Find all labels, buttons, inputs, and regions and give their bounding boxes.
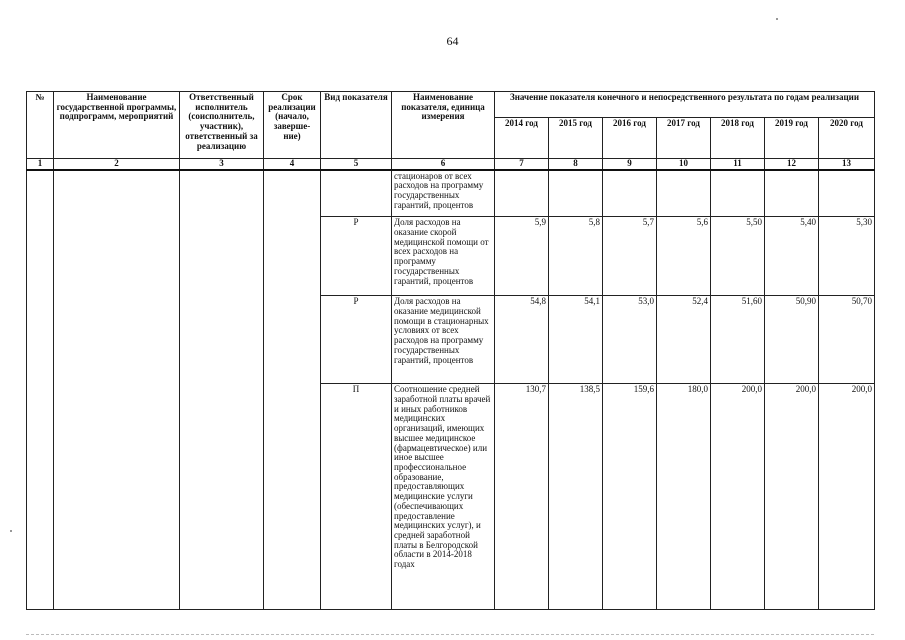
header-indicator: Наименование показателя, единица измерения	[392, 92, 495, 159]
cell-value: 159,6	[603, 384, 657, 610]
column-number: 11	[711, 159, 765, 170]
cell-value: 54,8	[495, 296, 549, 384]
cell-value: 5,40	[765, 217, 819, 296]
cell-value	[495, 170, 549, 217]
header-year: 2015 год	[549, 118, 603, 159]
cell-value: 5,7	[603, 217, 657, 296]
cell-kind: П	[321, 384, 392, 610]
cell-value	[657, 170, 711, 217]
cell-value: 5,6	[657, 217, 711, 296]
cell-value: 200,0	[819, 384, 875, 610]
cell-no	[27, 170, 54, 610]
cell-value: 50,90	[765, 296, 819, 384]
header-values-group: Значение показателя конечного и непосредственного результата по годам реализации	[495, 92, 875, 118]
cell-indicator-name: стационаров от всех расходов на программу государственных гарантий, процентов	[392, 170, 495, 217]
column-number: 8	[549, 159, 603, 170]
column-number: 13	[819, 159, 875, 170]
cell-value	[711, 170, 765, 217]
cell-value: 200,0	[711, 384, 765, 610]
cell-program	[54, 170, 180, 610]
header-program: Наименование государственной программы, подпрограмм, мероприятий	[54, 92, 180, 159]
header-year: 2019 год	[765, 118, 819, 159]
cell-value: 200,0	[765, 384, 819, 610]
header-no: №	[27, 92, 54, 159]
column-number: 2	[54, 159, 180, 170]
header-year: 2014 год	[495, 118, 549, 159]
cell-value: 180,0	[657, 384, 711, 610]
cell-value: 50,70	[819, 296, 875, 384]
page-number: 64	[446, 34, 459, 48]
cell-value: 5,8	[549, 217, 603, 296]
indicators-table	[26, 91, 875, 610]
cell-value: 130,7	[495, 384, 549, 610]
cell-value	[819, 170, 875, 217]
cell-indicator-name: Доля расходов на оказание скорой медицинской помощи от всех расходов на программу государственных гарантий, процентов	[392, 217, 495, 296]
cell-value	[549, 170, 603, 217]
column-number: 12	[765, 159, 819, 170]
cell-indicator-name: Соотношение средней заработной платы врачей и иных работников медицинских организаций, имеющих высшее медицинское (фармацевтическое) или иное высшее профессиональное образование, предоставляющих медицинские услуги (обеспечивающих предоставление медицинских услуг), и средней заработной платы в Белгородской области в 2014-2018 годах	[392, 384, 495, 610]
column-number: 6	[392, 159, 495, 170]
column-number: 1	[27, 159, 54, 170]
cell-term	[264, 170, 321, 610]
cell-value: 51,60	[711, 296, 765, 384]
column-number: 3	[180, 159, 264, 170]
header-year: 2017 год	[657, 118, 711, 159]
column-number: 7	[495, 159, 549, 170]
cell-value: 54,1	[549, 296, 603, 384]
header-term: Срок реализации (начало, заверше-ние)	[264, 92, 321, 159]
cell-value	[603, 170, 657, 217]
header-year: 2018 год	[711, 118, 765, 159]
header-executor: Ответственный исполнитель (соисполнитель, участник), ответственный за реализацию	[180, 92, 264, 159]
header-year: 2016 год	[603, 118, 657, 159]
scan-speck	[10, 530, 12, 532]
column-number: 4	[264, 159, 321, 170]
page-bottom-edge	[26, 634, 874, 639]
cell-indicator-name: Доля расходов на оказание медицинской помощи в стационарных условиях от всех расходов на программу государственных гарантий, процентов	[392, 296, 495, 384]
cell-executor	[180, 170, 264, 610]
cell-value: 138,5	[549, 384, 603, 610]
column-number: 5	[321, 159, 392, 170]
cell-kind: Р	[321, 296, 392, 384]
cell-value: 52,4	[657, 296, 711, 384]
table-row	[27, 170, 875, 217]
cell-value: 5,30	[819, 217, 875, 296]
cell-kind: Р	[321, 217, 392, 296]
cell-kind	[321, 170, 392, 217]
cell-value	[765, 170, 819, 217]
header-year: 2020 год	[819, 118, 875, 159]
column-number: 10	[657, 159, 711, 170]
cell-value: 53,0	[603, 296, 657, 384]
header-kind: Вид показателя	[321, 92, 392, 159]
scan-speck	[776, 18, 778, 20]
cell-value: 5,50	[711, 217, 765, 296]
column-numbers-row	[27, 159, 875, 170]
column-number: 9	[603, 159, 657, 170]
cell-value: 5,9	[495, 217, 549, 296]
